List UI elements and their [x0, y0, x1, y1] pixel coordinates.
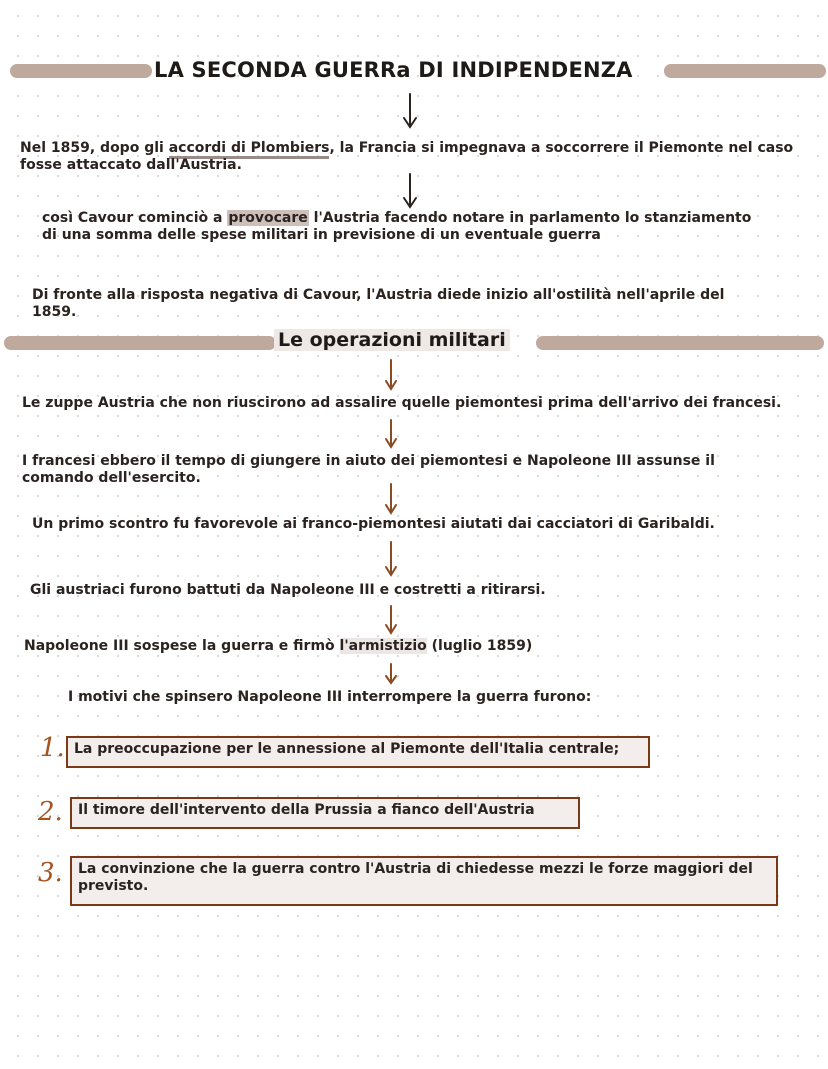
section-bar-left [4, 336, 276, 350]
reason-box: La convinzione che la guerra contro l'Austria di chiedesse mezzi le forze maggiori del previsto. [70, 856, 778, 906]
arrow-down-icon [402, 172, 418, 210]
armistice-date: (luglio 1859) [426, 638, 533, 654]
operation-step-4: Gli austriaci furono battuti da Napoleone III e costretti a ritirarsi. [30, 582, 546, 598]
intro-p1-text: Nel 1859, dopo gli [20, 140, 169, 156]
arrow-down-icon [384, 358, 398, 392]
intro-paragraph-1 [20, 140, 820, 174]
operation-step-2: I francesi ebbero il tempo di giungere in aiuto dei piemontesi e Napoleone III assunse il comando dell'esercito. [22, 453, 715, 486]
reason-number: 1. [40, 733, 65, 763]
intro-p2-text: così Cavour cominciò a [42, 210, 228, 226]
intro-paragraph-2 [42, 210, 762, 244]
section-title: Le operazioni militari [274, 329, 510, 351]
arrow-down-icon [384, 662, 398, 686]
operation-step-3: Un primo scontro fu favorevole ai franco-piemontesi aiutati dai cacciatori di Garibaldi. [32, 516, 715, 532]
reason-box: Il timore dell'intervento della Prussia a fianco dell'Austria [70, 797, 580, 829]
title-bar-left [10, 64, 152, 78]
arrow-down-icon [384, 540, 398, 578]
page-title: LA SECONDA GUERRa DI INDIPENDENZA [154, 58, 633, 82]
arrow-down-icon [384, 482, 398, 516]
reason-number: 2. [38, 797, 63, 827]
section-bar-right [536, 336, 824, 350]
arrow-down-icon [384, 604, 398, 636]
arrow-down-icon [384, 418, 398, 450]
title-bar-right [664, 64, 826, 78]
motivi-intro: I motivi che spinsero Napoleone III interrompere la guerra furono: [68, 689, 592, 705]
intro-paragraph-3: Di fronte alla risposta negativa di Cavour, l'Austria diede inizio all'ostilità nell'aprile del 1859. [32, 287, 725, 320]
provocare-highlight: provocare [228, 210, 308, 226]
operation-step-1: Le zuppe Austria che non riuscirono ad assalire quelle piemontesi prima dell'arrivo dei francesi. [22, 395, 782, 411]
reason-number: 3. [38, 858, 63, 888]
intro-p2-text-end: l'Austria facendo notare in parlamento lo stanziamento di una somma delle spese militari in previsione di un eventuale guerra [42, 210, 752, 243]
armistizio-highlight: l'armistizio [339, 638, 427, 654]
arrow-down-icon [402, 92, 418, 130]
operation-step-5 [24, 638, 784, 655]
armistice-text: Napoleone III sospese la guerra e firmò [24, 638, 340, 654]
intro-p1-text-end: , la Francia si impegnava a soccorrere il Piemonte nel caso fosse attaccato dall'Austria. [20, 140, 794, 173]
accordi-highlight: accordi di Plombiers [169, 140, 330, 159]
reason-box: La preoccupazione per le annessione al Piemonte dell'Italia centrale; [66, 736, 650, 768]
